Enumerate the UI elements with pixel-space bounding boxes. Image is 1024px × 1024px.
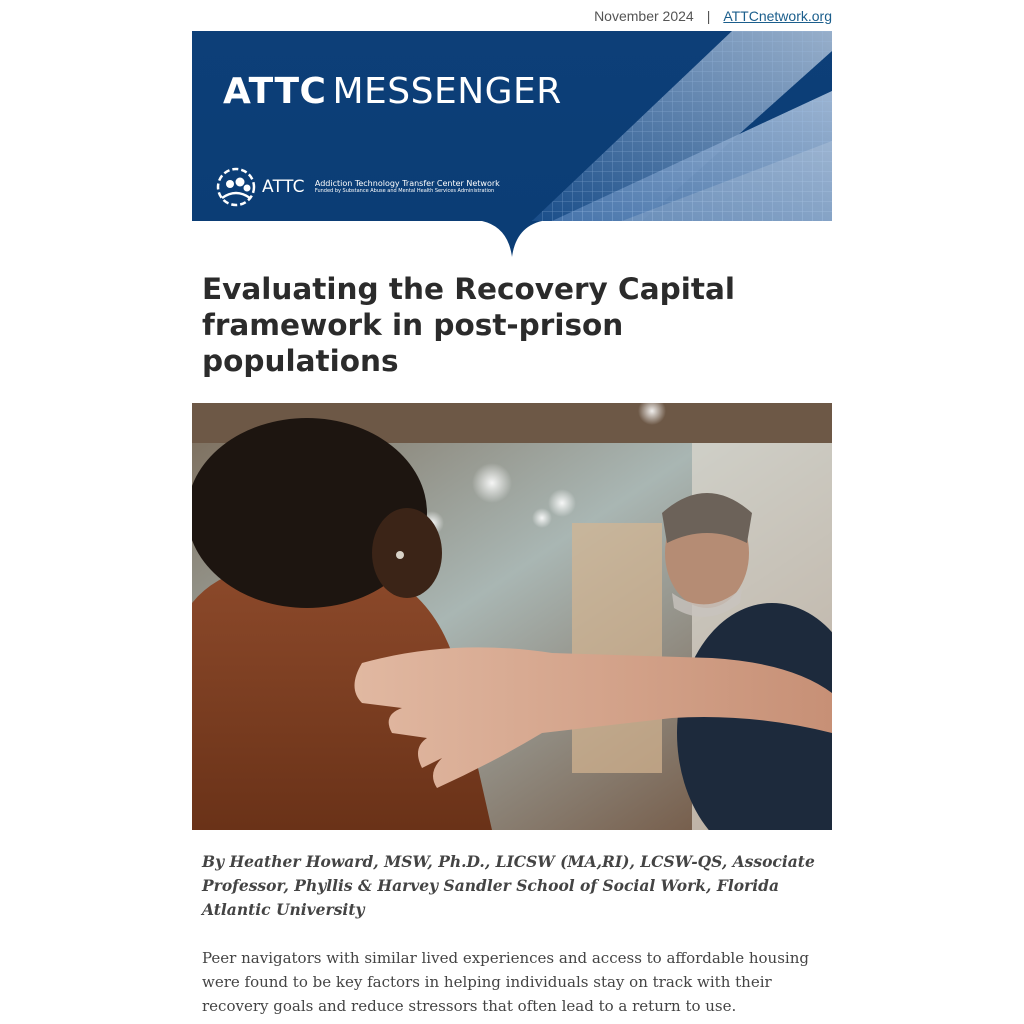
issue-date: November 2024 [594,7,694,24]
top-bar [192,0,832,31]
article-byline: By Heather Howard, MSW, Ph.D., LICSW (MA,RI), LCSW-QS, Associate Professor, Phyllis & Harvey Sandler School of Social Work, Florida Atlantic University [202,852,815,919]
logo-tagline-name: Addiction Technology Transfer Center Network [314,179,500,189]
logo-wordmark: ATTC [262,177,305,197]
article-photo [192,403,832,830]
banner-title-attc: ATTC [223,71,327,112]
logo-tagline [315,180,500,194]
banner-notch [192,221,832,261]
attc-logo-icon [216,166,256,208]
header-banner [192,31,832,221]
newsletter [192,0,832,1018]
attc-network-link[interactable]: ATTCnetwork.org [723,7,832,24]
article-title: Evaluating the Recovery Capital framework in post-prison populations [202,272,735,378]
separator: | [706,7,711,24]
attc-logo [216,166,500,208]
banner-title [223,71,562,112]
logo-tagline-funding: Funded by Substance Abuse and Mental Health Services Administration [314,187,495,194]
article-intro: Peer navigators with similar lived experiences and access to affordable housing were found to be key factors in helping individuals stay on track with their recovery goals and reduce stressors that often lead to a return to use. [202,949,809,1015]
banner-title-messenger: MESSENGER [332,71,562,112]
